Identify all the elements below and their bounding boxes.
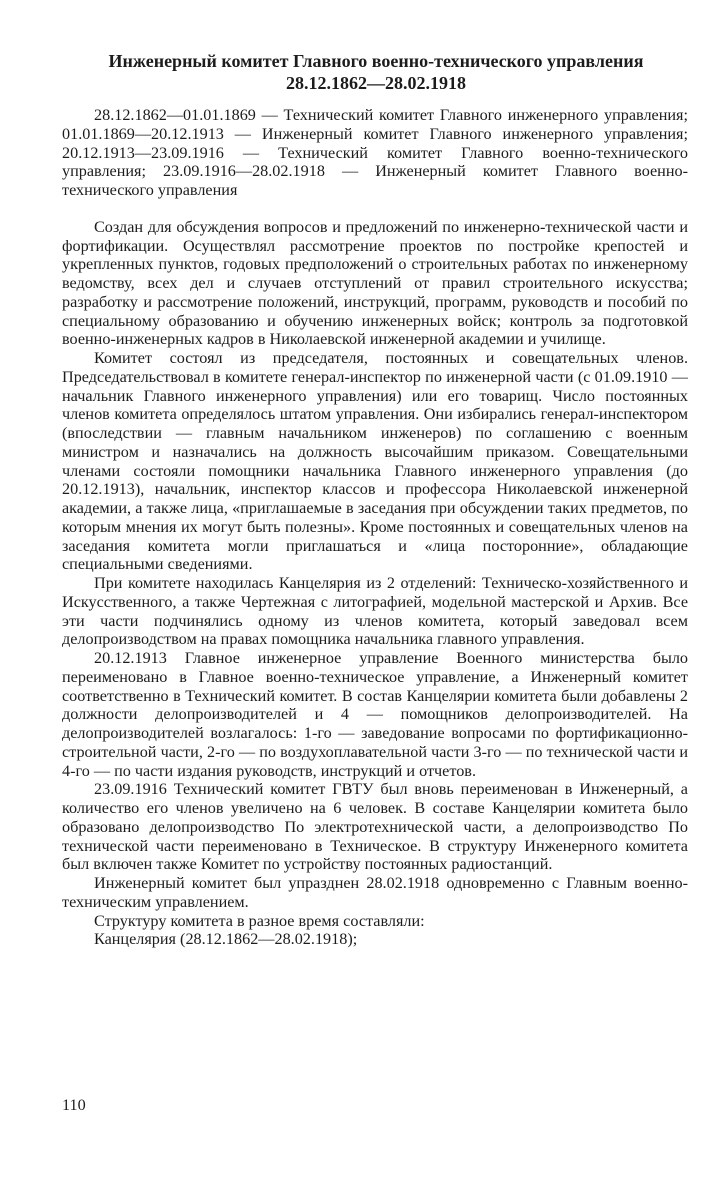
body-paragraph: Инженерный комитет был упразднен 28.02.1918 одновременно с Главным военно-техническим управлением. xyxy=(62,874,688,911)
document-body xyxy=(62,106,688,949)
page-number: 110 xyxy=(62,1096,86,1114)
body-paragraph: Комитет состоял из председателя, постоянных и совещательных членов. Председательствовал в комитете генерал-инспектор по инженерной части (с 01.09.1910 — начальник Главного инженерного управления) или его товарищ. Число постоянных членов комитета определялось штатом управления. Они избирались генерал-инспектором (впоследствии — главным начальником инженеров) по соглашению с военным министром и назначались на должность высочайшим приказом. Совещательными членами состояли помощники начальника Главного инженерного управления (до 20.12.1913), начальник, инспектор классов и профессора Николаевской инженерной академии, а также лица, «приглашаемые в заседания при обсуждении таких предметов, по которым мнения их могут быть полезны». Кроме постоянных и совещательных членов на заседания комитета могли приглашаться и «лица посторонние», обладающие специальными сведениями. xyxy=(62,349,688,574)
title-line-2: 28.12.1862—28.02.1918 xyxy=(286,73,466,93)
body-paragraph: 20.12.1913 Главное инженерное управление Военного министерства было переименовано в Главное военно-техническое управление, а Инженерный комитет соответственно в Технический комитет. В состав Канцелярии комитета были добавлены 2 должности делопроизводителей и 4 — помощников делопроизводителей. На делопроизводителей возлагалось: 1-го — заведование вопросами по фортификационно-строительной части, 2-го — по воздухоплавательной части 3-го — по технической части и 4-го — по части издания руководств, инструкций и отчетов. xyxy=(62,649,688,780)
body-paragraph: Канцелярия (28.12.1862—28.02.1918); xyxy=(94,930,358,949)
body-paragraph: Создан для обсуждения вопросов и предложений по инженерно-технической части и фортификации. Осуществлял рассмотрение проектов по постройке крепостей и укрепленных пунктов, годовых предположений о строительных работах по инженерному ведомству, всех дел и случаев отступлений от правил строительного искусства; разработку и рассмотрение положений, инструкций, программ, руководств и пособий по специальному образованию и обучению инженерных войск; контроль за подготовкой военно-инженерных кадров в Николаевской инженерной академии и училище. xyxy=(62,217,688,349)
rename-history-paragraph: 28.12.1862—01.01.1869 — Технический комитет Главного инженерного управления; 01.01.1869—20.12.1913 — Инженерный комитет Главного инженерного управления; 20.12.1913—23.09.1916 — Технический комитет Главного военно-технического управления; 23.09.1916—28.02.1918 — Инженерный комитет Главного военно-технического управления xyxy=(62,106,688,199)
body-paragraph: При комитете находилась Канцелярия из 2 отделений: Техническо-хозяйственного и Искусственного, а также Чертежная с литографией, модельной мастерской и Архив. Все эти части подчинялись одному из членов комитета, который заведовал всем делопроизводством на правах помощника начальника главного управления. xyxy=(62,574,688,649)
body-paragraph: 23.09.1916 Технический комитет ГВТУ был вновь переименован в Инженерный, а количество его членов увеличено на 6 человек. В составе Канцелярии комитета было образовано делопроизводство По электротехнической части, а делопроизводство По технической части переименовано в Техническое. В структуру Инженерного комитета был включен также Комитет по устройству постоянных радиостанций. xyxy=(62,780,688,874)
document-title xyxy=(62,50,690,94)
body-paragraph: Структуру комитета в разное время составляли: xyxy=(94,911,425,930)
title-line-1: Инженерный комитет Главного военно-технического управления xyxy=(108,51,644,71)
